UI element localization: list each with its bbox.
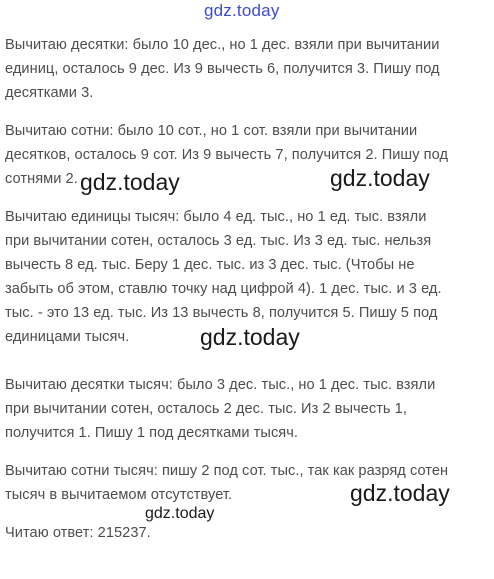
- watermark-overlay: gdz.today: [80, 169, 180, 195]
- text-line: десятков, осталось 9 сот. Из 9 вычесть 7, получится 2. Пишу под: [5, 147, 449, 163]
- text-line: единицами тысяч.: [5, 329, 130, 345]
- text-line: получится 1. Пишу 1 под десятками тысяч.: [5, 425, 299, 441]
- answer-line: [5, 521, 489, 545]
- text-line: Вычитаю единицы тысяч: было 4 ед. тыс., но 1 ед. тыс. взяли: [5, 209, 427, 225]
- text-line: Вычитаю сотни тысяч: пишу 2 под сот. тыс., так как разряд сотен: [5, 463, 449, 479]
- text-line: Читаю ответ: 215237.: [5, 525, 151, 541]
- text-line: вычесть 8 ед. тыс. Беру 1 дес. тыс. из 3 дес. тыс. (Чтобы не: [5, 257, 415, 273]
- text-line: Вычитаю десятки: было 10 дес., но 1 дес. взяли при вычитании: [5, 37, 440, 53]
- text-line: единиц, осталось 9 дес. Из 9 вычесть 6, получится 3. Пишу под: [5, 61, 440, 77]
- text-line: сотнями 2.: [5, 171, 78, 187]
- watermark-overlay: gdz.today: [145, 505, 215, 522]
- text-line: тыс. - это 13 ед. тыс. Из 13 вычесть 8, получится 5. Пишу 5 под: [5, 305, 438, 321]
- text-line: тысяч в вычитаемом отсутствует.: [5, 487, 233, 503]
- watermark-overlay: gdz.today: [350, 480, 450, 506]
- paragraph-tens: [5, 33, 489, 105]
- watermark-overlay: gdz.today: [200, 324, 300, 350]
- text-line: при вычитании сотен, осталось 2 дес. тыс. Из 2 вычесть 1,: [5, 401, 407, 417]
- text-line: Вычитаю сотни: было 10 сот., но 1 сот. взяли при вычитании: [5, 123, 418, 139]
- watermark-top: gdz.today: [204, 1, 280, 20]
- text-line: забыть об этом, ставлю точку над цифрой 4). 1 дес. тыс. и 3 ед.: [5, 281, 442, 297]
- text-line: Вычитаю десятки тысяч: было 3 дес. тыс., но 1 дес. тыс. взяли: [5, 377, 436, 393]
- text-line: при вычитании сотен, осталось 3 ед. тыс. Из 3 ед. тыс. нельзя: [5, 233, 432, 249]
- text-line: десятками 3.: [5, 85, 94, 101]
- watermark-overlay: gdz.today: [330, 165, 430, 191]
- paragraph-ten-thousands: [5, 373, 489, 445]
